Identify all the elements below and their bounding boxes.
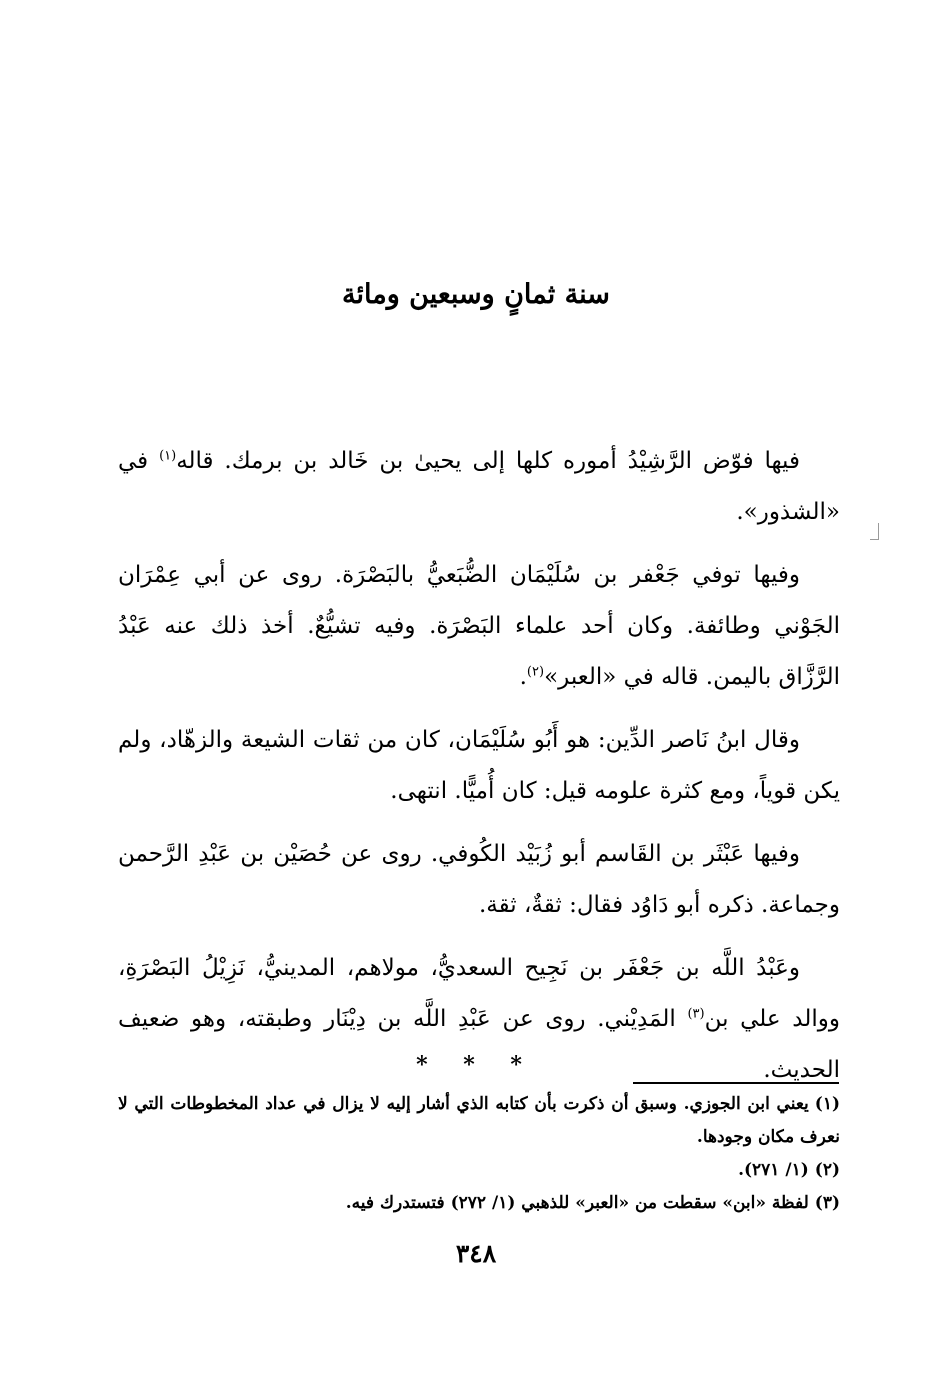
- paragraph: [118, 550, 840, 703]
- paragraph-text-after: المَدِيْني. روى عن عَبْدِ اللَّه بن دِيْنَار وطبقته، وهو ضعيف الحديث.: [118, 1006, 840, 1083]
- footnote-text: (١/ ٢٧١).: [738, 1160, 809, 1180]
- page-title: سنة ثمانٍ وسبعين ومائة: [342, 279, 610, 310]
- margin-mark: [870, 523, 879, 540]
- paragraph-text: وقال ابنُ نَاصر الدِّين: هو أَبُو سُلَيْمَان، كان من ثقات الشيعة والزهّاد، ولم يكن قوياً، ومع كثرة علومه قيل: كان أُميًّا. انتهى.: [118, 727, 840, 804]
- paragraph-text: وفيها عَبْثَر بن القَاسم أبو زُبَيْد الكُوفي. روى عن حُصَيْن بن عَبْدِ الرَّحمن وجماعة. ذكره أبو دَاوُد فقال: ثقةٌ، ثقة.: [118, 841, 840, 918]
- footnote-number: (٢): [814, 1160, 840, 1180]
- section-divider: * * *: [416, 1052, 536, 1078]
- footnote-text: لفظة «ابن» سقطت من «العبر» للذهبي (١/ ٢٧٢) فتستدرك فيه.: [345, 1193, 809, 1213]
- footnote-ref: (٣): [687, 1006, 705, 1022]
- footnote: [118, 1187, 840, 1220]
- paragraph-text: فيها فوّض الرَّشِيْدُ أموره كلها إلى يحيىٰ بن خَالد بن برمك. قاله: [176, 448, 800, 474]
- page-number: ٣٤٨: [455, 1239, 497, 1268]
- paragraph-text: وفيها توفي جَعْفر بن سُلَيْمَان الضُّبَعيُّ بالبَصْرَة. روى عن أبي عِمْرَان الجَوْني وطائفة. وكان أحد علماء البَصْرَة. وفيه تشيُّعٌ. أخذ ذلك عنه عَبْدُ الرَّزَّاق باليمن. قاله في «العبر»: [118, 562, 840, 690]
- main-text: [118, 436, 840, 1108]
- footnote-ref: (٢): [526, 664, 545, 680]
- footnote-ref: (١): [159, 448, 177, 464]
- footnote: [118, 1088, 840, 1154]
- paragraph-text-after: في «الشذور».: [118, 448, 840, 525]
- footnotes: [118, 1088, 840, 1220]
- footnote-number: (٣): [814, 1193, 840, 1213]
- paragraph: [118, 715, 840, 817]
- footnote-text: يعني ابن الجوزي. وسبق أن ذكرت بأن كتابه الذي أشار إليه لا يزال في عداد المخطوطات التي لا نعرف مكان وجودها.: [118, 1094, 840, 1147]
- footnote-number: (١): [814, 1094, 840, 1114]
- paragraph-text-after: .: [519, 664, 527, 690]
- paragraph: [118, 829, 840, 931]
- paragraph: [118, 436, 840, 538]
- footnote: [118, 1154, 840, 1187]
- footnote-separator: [633, 1082, 839, 1084]
- paragraph-text: وعَبْدُ اللَّه بن جَعْفَر بن نَجِيح السعديُّ، مولاهم، المدينيُّ، نَزِيْلُ البَصْرَةِ، ووالد علي بن: [118, 955, 840, 1032]
